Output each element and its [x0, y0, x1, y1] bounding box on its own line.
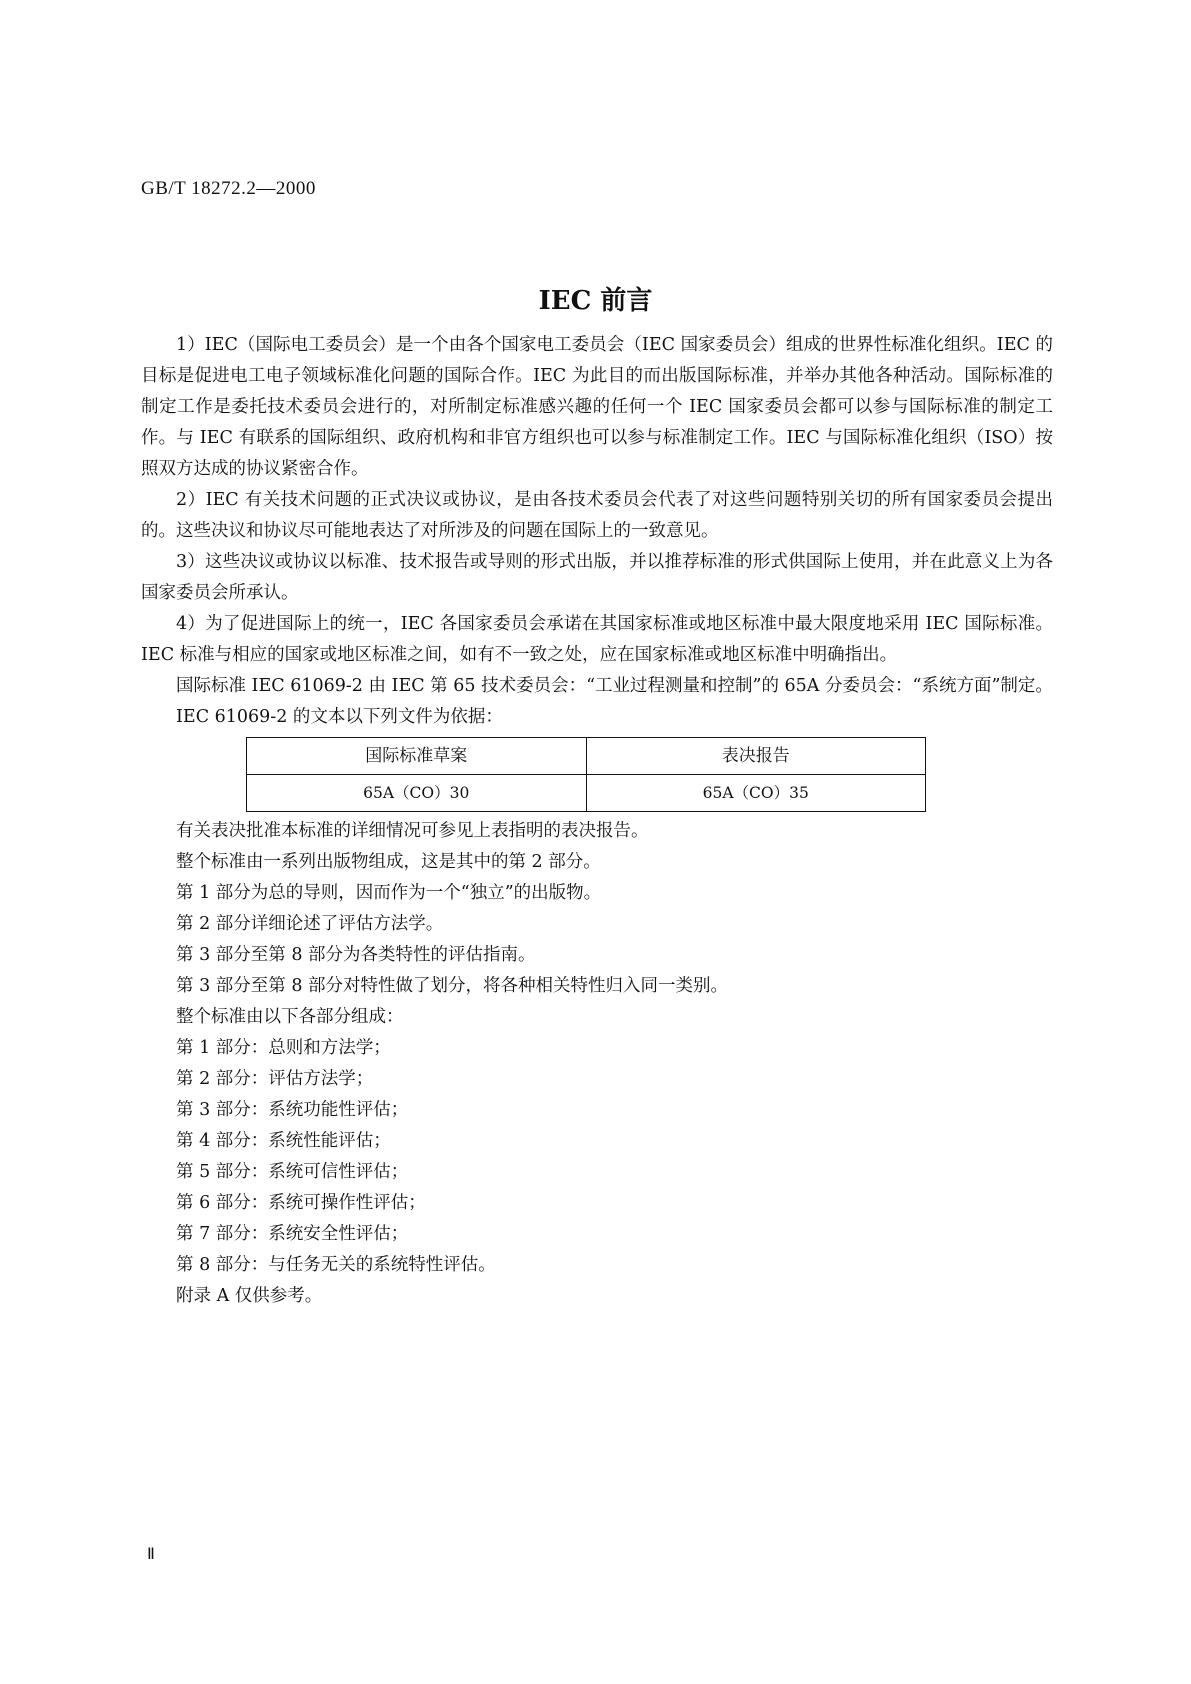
text-line: 有关表决批准本标准的详细情况可参见上表指明的表决报告。 — [176, 821, 649, 841]
text-line: 整个标准由以下各部分组成： — [176, 1007, 404, 1027]
part-list-item: 第 5 部分：系统可信性评估； — [176, 1162, 409, 1182]
text-line: 第 3 部分至第 8 部分为各类特性的评估指南。 — [176, 945, 536, 965]
table-header-row — [247, 738, 926, 775]
table-header-cell: 国际标准草案 — [247, 738, 587, 775]
text-line: 第 2 部分详细论述了评估方法学。 — [176, 914, 444, 934]
paragraph-basis: IEC 61069-2 的文本以下列文件为依据： — [176, 707, 503, 727]
table-cell: 65A（CO）35 — [586, 775, 926, 812]
paragraph-committee: 国际标准 IEC 61069-2 由 IEC 第 65 技术委员会：“工业过程测量和控制”的 65A 分委员会：“系统方面”制定。 — [176, 676, 1053, 696]
part-list-item: 第 8 部分：与任务无关的系统特性评估。 — [176, 1255, 496, 1275]
table-row — [247, 775, 926, 812]
voting-table-wrapper — [141, 733, 1053, 816]
text-line: 第 1 部分为总的导则，因而作为一个“独立”的出版物。 — [176, 883, 602, 903]
part-list-item: 第 2 部分：评估方法学； — [176, 1069, 374, 1089]
text-line: 附录 A 仅供参考。 — [176, 1286, 323, 1306]
page-title: IEC 前言 — [538, 286, 653, 316]
table-header-cell: 表决报告 — [586, 738, 926, 775]
part-list-item: 第 6 部分：系统可操作性评估； — [176, 1193, 426, 1213]
part-list-item: 第 4 部分：系统性能评估； — [176, 1131, 391, 1151]
standard-number: GB/T 18272.2—2000 — [141, 178, 316, 199]
paragraph-3: 3）这些决议或协议以标准、技术报告或导则的形式出版，并以推荐标准的形式供国际上使用，并在此意义上为各国家委员会所承认。 — [141, 552, 1053, 603]
paragraph-2: 2）IEC 有关技术问题的正式决议或协议，是由各技术委员会代表了对这些问题特别关切的所有国家委员会提出的。这些决议和协议尽可能地表达了对所涉及的问题在国际上的一致意见。 — [141, 490, 1053, 541]
voting-table — [246, 737, 926, 812]
table-cell: 65A（CO）30 — [247, 775, 587, 812]
paragraph-1: 1）IEC（国际电工委员会）是一个由各个国家电工委员会（IEC 国家委员会）组成的世界性标准化组织。IEC 的目标是促进电工电子领域标准化问题的国际合作。IEC 为此目的而出版国际标准，并举办其他各种活动。国际标准的制定工作是委托技术委员会进行的，对所制定标准感兴趣的任何一个 IEC 国家委员会都可以参与国际标准的制定工作。与 IEC 有联系的国际组织、政府机构和非官方组织也可以参与标准制定工作。IEC 与国际标准化组织（ISO）按照双方达成的协议紧密合作。 — [141, 335, 1053, 479]
part-list-item: 第 1 部分：总则和方法学； — [176, 1038, 391, 1058]
text-line: 整个标准由一系列出版物组成，这是其中的第 2 部分。 — [176, 852, 601, 872]
document-body — [141, 330, 1053, 1312]
text-line: 第 3 部分至第 8 部分对特性做了划分，将各种相关特性归入同一类别。 — [176, 976, 729, 996]
part-list-item: 第 3 部分：系统功能性评估； — [176, 1100, 409, 1120]
page-number: Ⅱ — [147, 1546, 155, 1563]
part-list-item: 第 7 部分：系统安全性评估； — [176, 1224, 409, 1244]
paragraph-4: 4）为了促进国际上的统一，IEC 各国家委员会承诺在其国家标准或地区标准中最大限度地采用 IEC 国际标准。IEC 标准与相应的国家或地区标准之间，如有不一致之处，应在国家标准或地区标准中明确指出。 — [141, 614, 1053, 665]
